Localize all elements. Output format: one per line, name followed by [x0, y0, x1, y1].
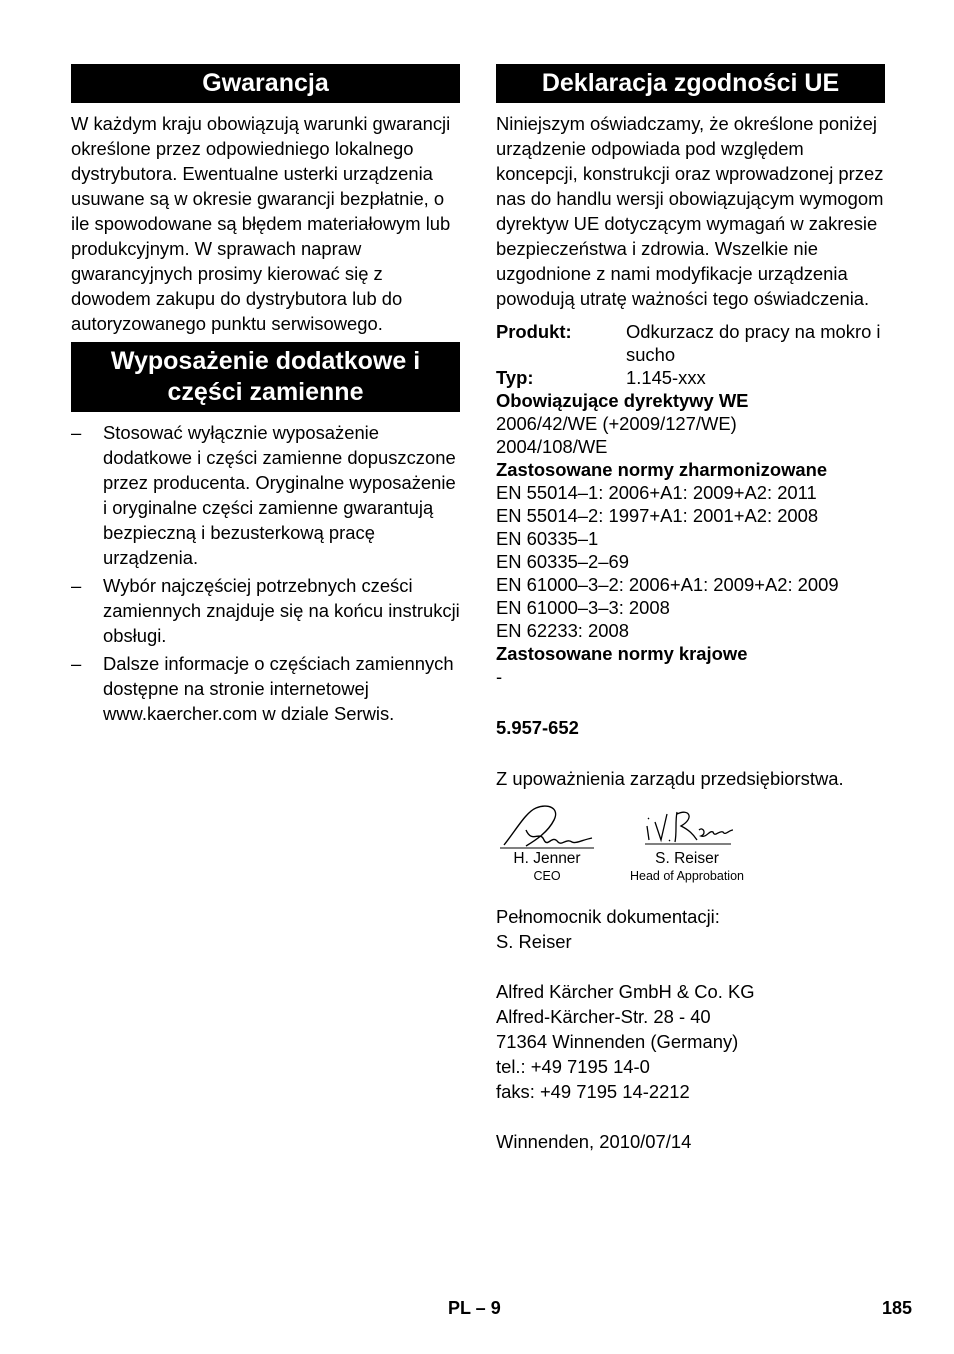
authorization-text: Z upoważnienia zarządu przedsiębiorstwa.	[496, 768, 844, 789]
address-line: tel.: +49 7195 14-0	[496, 1056, 650, 1077]
warranty-heading: Gwarancja	[71, 64, 460, 103]
proxy-label: Pełnomocnik dokumentacji:	[496, 906, 720, 927]
standard-item: EN 55014–2: 1997+A1: 2001+A2: 2008	[496, 505, 819, 526]
directive-item: 2006/42/WE (+2009/127/WE)	[496, 413, 737, 434]
footer-language-page: PL – 9	[448, 1298, 501, 1318]
product-label: Produkt:	[496, 321, 572, 342]
footer-page-number: 185	[881, 1298, 912, 1318]
dash-bullet: –	[71, 653, 82, 674]
dash-bullet: –	[71, 575, 82, 596]
signer-role: CEO	[533, 869, 561, 883]
signature-jenner-image	[496, 800, 598, 850]
national-label: Zastosowane normy krajowe	[496, 643, 748, 664]
address-line: faks: +49 7195 14-2212	[496, 1081, 690, 1102]
address-line: 71364 Winnenden (Germany)	[496, 1031, 739, 1052]
standard-item: EN 61000–3–2: 2006+A1: 2009+A2: 2009	[496, 574, 839, 595]
accessories-heading: Wyposażenie dodatkowe i części zamienne	[71, 342, 460, 412]
left-column	[71, 64, 460, 729]
standard-item: EN 55014–1: 2006+A1: 2009+A2: 2011	[496, 482, 817, 503]
list-item: – Wybór najczęściej potrzebnych cześci zamiennych znajduje się na końcu instrukcji obsługi.	[71, 575, 460, 646]
signature-reiser-image	[637, 800, 737, 850]
signature-reiser	[622, 800, 752, 885]
product-value: Odkurzacz do pracy na mokro i sucho	[626, 321, 881, 365]
right-column	[496, 64, 885, 1154]
standard-item: EN 61000–3–3: 2008	[496, 597, 670, 618]
warranty-text: W każdym kraju obowiązują warunki gwarancji określone przez odpowiedniego lokalnego dystrybutora. Ewentualne usterki urządzenia usuwane są w okresie gwarancji bezpłatnie, o ile spowodowane są błędem materiałowym lub produkcyjnym. W sprawach napraw gwarancyjnych prosimy kierować się z dowodem zakupu do dystrybutora lub do autoryzowanego punktu serwisowego.	[71, 113, 451, 334]
standard-item: EN 60335–2–69	[496, 551, 629, 572]
standard-item: EN 60335–1	[496, 528, 599, 549]
declaration-intro: Niniejszym oświadczamy, że określone poniżej urządzenie odpowiada pod względem koncepcji, konstrukcji oraz wprowadzonej przez nas do handlu wersji obowiązującym wymogom dyrektyw UE dotyczącym wymagań w zakresie bezpieczeństwa i zdrowia. Wszelkie nie uzgodnione z nami modyfikacje urządzenia powodują utratę ważności tego oświadczenia.	[496, 113, 884, 309]
signature-jenner	[496, 800, 598, 885]
directive-item: 2004/108/WE	[496, 436, 608, 457]
signer-name: H. Jenner	[513, 850, 581, 867]
place-date: Winnenden, 2010/07/14	[496, 1131, 692, 1152]
address-line: Alfred-Kärcher-Str. 28 - 40	[496, 1006, 711, 1027]
signer-role: Head of Approbation	[630, 869, 744, 883]
type-label: Typ:	[496, 367, 534, 388]
directives-label: Obowiązujące dyrektywy WE	[496, 390, 749, 411]
accessories-list	[71, 420, 460, 726]
list-item: – Dalsze informacje o częściach zamiennych dostępne na stronie internetowej www.kaercher.com w dziale Serwis.	[71, 653, 454, 724]
product-row	[496, 320, 885, 366]
declaration-heading: Deklaracja zgodności UE	[496, 64, 885, 103]
doc-number: 5.957-652	[496, 717, 579, 738]
signer-name: S. Reiser	[655, 850, 719, 867]
proxy-name: S. Reiser	[496, 931, 572, 952]
signatures	[496, 800, 885, 890]
type-value: 1.145-xxx	[626, 367, 706, 388]
standard-item: EN 62233: 2008	[496, 620, 629, 641]
national-value: -	[496, 666, 503, 687]
company-address	[496, 979, 885, 1104]
dash-bullet: –	[71, 422, 82, 443]
address-line: Alfred Kärcher GmbH & Co. KG	[496, 981, 755, 1002]
list-item: – Stosować wyłącznie wyposażenie dodatkowe i części zamienne dopuszczone przez producenta. Oryginalne wyposażenie i oryginalne części zamienne gwarantują bezpieczną i bezusterkową pracę urządzenia.	[71, 422, 456, 568]
type-row	[496, 366, 885, 389]
harmonized-label: Zastosowane normy zharmonizowane	[496, 459, 828, 480]
